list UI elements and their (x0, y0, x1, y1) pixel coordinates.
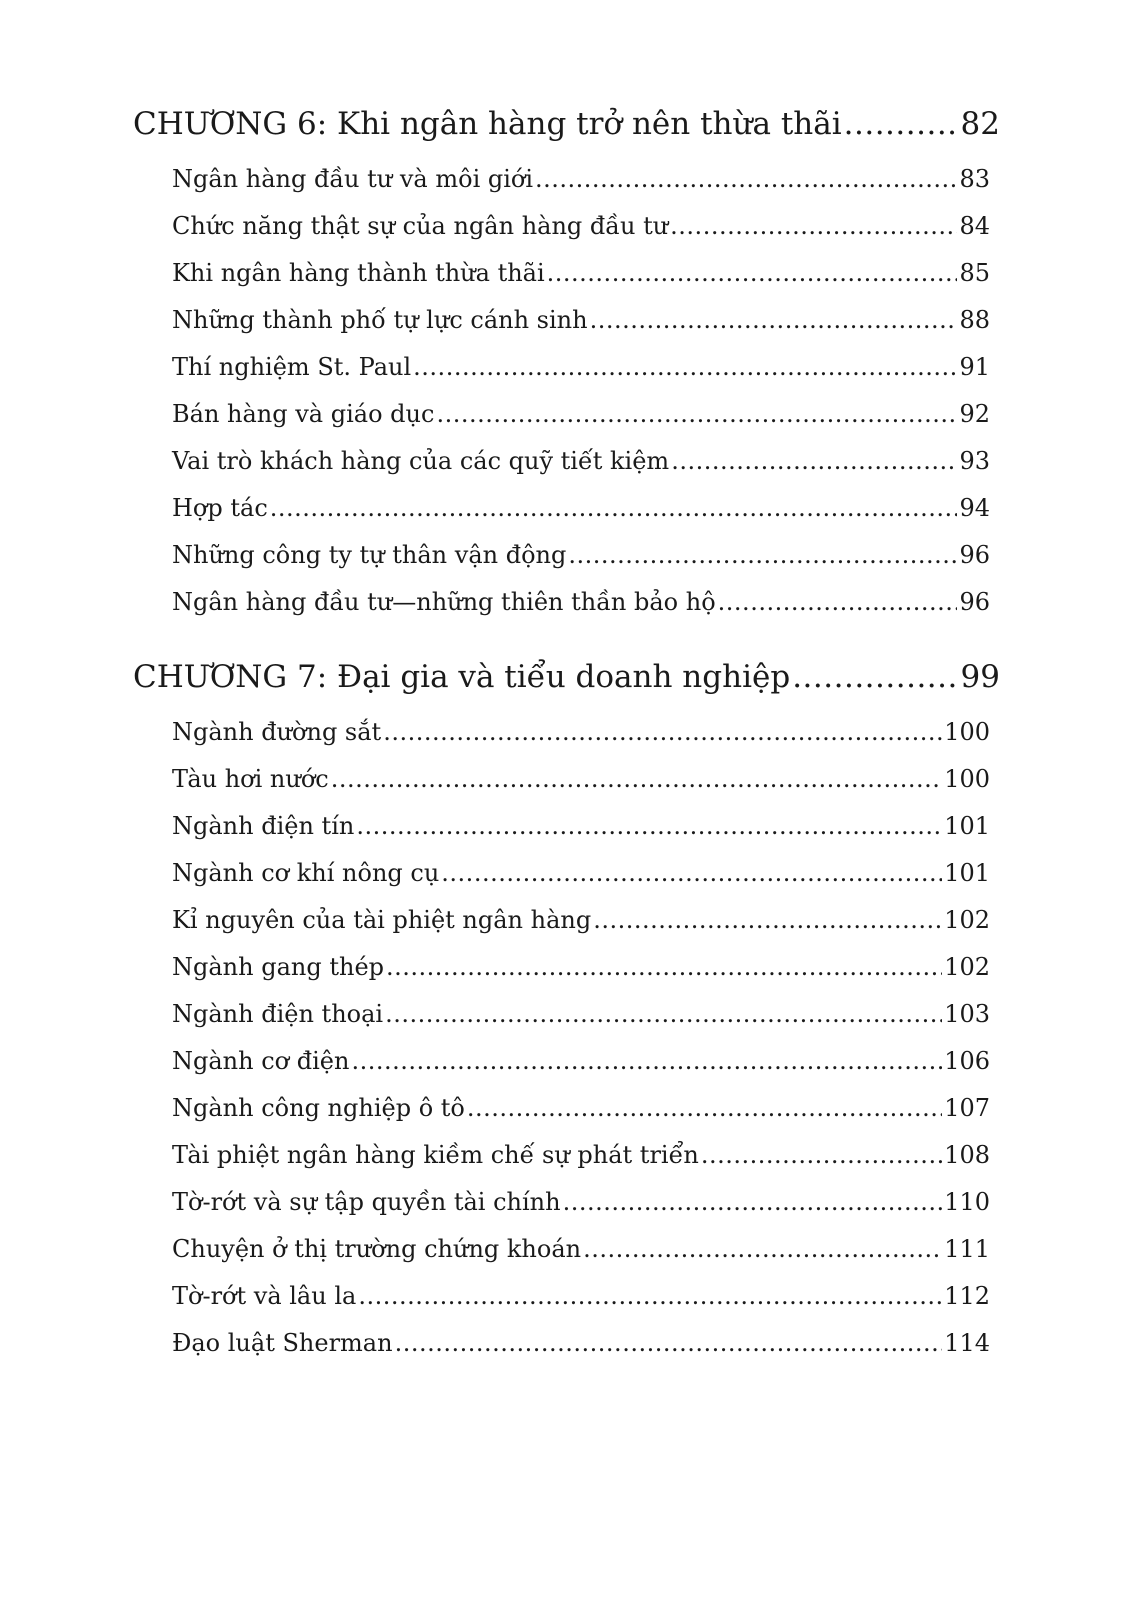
toc-entry (172, 1091, 990, 1125)
entry-page-number: 102 (944, 906, 990, 934)
toc-entry (172, 903, 990, 937)
entry-page-number: 84 (959, 212, 990, 240)
dot-leader (395, 1326, 943, 1360)
entry-page-number: 114 (944, 1329, 990, 1357)
dot-leader (718, 585, 958, 619)
toc-entry (172, 856, 990, 890)
entry-page-number: 100 (944, 718, 990, 746)
entry-page-number: 110 (944, 1188, 990, 1216)
toc-entry (172, 256, 990, 290)
dot-leader (547, 256, 958, 290)
entry-title: Kỉ nguyên của tài phiệt ngân hàng (172, 906, 592, 934)
entry-page-number: 107 (944, 1094, 990, 1122)
dot-leader (563, 1185, 943, 1219)
dot-leader (383, 715, 942, 749)
dot-leader (358, 1279, 942, 1313)
dot-leader (331, 762, 942, 796)
entry-page-number: 92 (959, 400, 990, 428)
entry-page-number: 106 (944, 1047, 990, 1075)
entry-title: Ngành điện thoại (172, 1000, 384, 1028)
dot-leader (844, 104, 959, 144)
chapter-title: CHƯƠNG 7: Đại gia và tiểu doanh nghiệp (133, 659, 791, 695)
entry-page-number: 93 (959, 447, 990, 475)
entry-title: Chuyện ở thị trường chứng khoán (172, 1235, 582, 1263)
dot-leader (467, 1091, 942, 1125)
toc-entry (172, 350, 990, 384)
toc-entry (172, 1185, 990, 1219)
toc-entry (172, 997, 990, 1031)
toc-chapter-6 (133, 104, 1000, 144)
entry-title: Vai trò khách hàng của các quỹ tiết kiệm (172, 447, 670, 475)
entry-page-number: 112 (944, 1282, 990, 1310)
entry-title: Tàu hơi nước (172, 765, 329, 793)
entry-title: Tài phiệt ngân hàng kiềm chế sự phát triển (172, 1141, 699, 1169)
entry-title: Những công ty tự thân vận động (172, 541, 567, 569)
toc-entry (172, 303, 990, 337)
toc-entry (172, 397, 990, 431)
entry-page-number: 108 (944, 1141, 990, 1169)
toc-chapter-7 (133, 657, 1000, 697)
entry-page-number: 111 (944, 1235, 990, 1263)
dot-leader (413, 350, 957, 384)
entry-page-number: 85 (959, 259, 990, 287)
entry-title: Ngân hàng đầu tư—những thiên thần bảo hộ (172, 588, 716, 616)
dot-leader (535, 162, 957, 196)
chapter-page-number: 82 (960, 106, 1000, 142)
chapter-title: CHƯƠNG 6: Khi ngân hàng trở nên thừa thãi (133, 106, 842, 142)
toc-entry (172, 715, 990, 749)
toc-entry (172, 950, 990, 984)
entry-page-number: 83 (959, 165, 990, 193)
entry-title: Khi ngân hàng thành thừa thãi (172, 259, 545, 287)
entry-title: Ngân hàng đầu tư và môi giới (172, 165, 534, 193)
toc-entry (172, 1138, 990, 1172)
entry-page-number: 100 (944, 765, 990, 793)
entry-title: Ngành cơ khí nông cụ (172, 859, 440, 887)
chapter-page-number: 99 (960, 659, 1000, 695)
entry-page-number: 91 (959, 353, 990, 381)
toc-entry (172, 1326, 990, 1360)
toc-entry (172, 491, 990, 525)
entry-page-number: 103 (944, 1000, 990, 1028)
entry-title: Đạo luật Sherman (172, 1329, 393, 1357)
dot-leader (385, 997, 942, 1031)
entry-title: Thí nghiệm St. Paul (172, 353, 412, 381)
entry-page-number: 101 (944, 812, 990, 840)
dot-leader (701, 1138, 942, 1172)
toc-entry (172, 1232, 990, 1266)
dot-leader (356, 809, 942, 843)
entry-page-number: 94 (959, 494, 990, 522)
toc-entry (172, 1044, 990, 1078)
dot-leader (270, 491, 958, 525)
dot-leader (351, 1044, 942, 1078)
entry-page-number: 96 (959, 541, 990, 569)
entry-title: Tờ-rớt và sự tập quyền tài chính (172, 1188, 561, 1216)
entry-page-number: 96 (959, 588, 990, 616)
entry-title: Ngành đường sắt (172, 718, 382, 746)
dot-leader (670, 209, 957, 243)
toc-entry (172, 209, 990, 243)
entry-title: Ngành điện tín (172, 812, 355, 840)
entry-title: Những thành phố tự lực cánh sinh (172, 306, 588, 334)
entry-title: Ngành gang thép (172, 953, 385, 981)
toc-entry (172, 538, 990, 572)
dot-leader (568, 538, 957, 572)
entry-page-number: 102 (944, 953, 990, 981)
dot-leader (441, 856, 942, 890)
dot-leader (436, 397, 957, 431)
entry-title: Ngành cơ điện (172, 1047, 350, 1075)
dot-leader (671, 444, 957, 478)
toc-entry (172, 809, 990, 843)
toc-entry (172, 762, 990, 796)
entry-title: Bán hàng và giáo dục (172, 400, 435, 428)
dot-leader (593, 903, 942, 937)
toc-entry (172, 1279, 990, 1313)
dot-leader (792, 657, 958, 697)
entry-title: Tờ-rớt và lâu la (172, 1282, 357, 1310)
toc-entry (172, 444, 990, 478)
entry-page-number: 88 (959, 306, 990, 334)
toc-entry (172, 585, 990, 619)
entry-title: Chức năng thật sự của ngân hàng đầu tư (172, 212, 669, 240)
entry-title: Hợp tác (172, 494, 268, 522)
dot-leader (386, 950, 942, 984)
dot-leader (583, 1232, 942, 1266)
dot-leader (590, 303, 958, 337)
entry-page-number: 101 (944, 859, 990, 887)
entry-title: Ngành công nghiệp ô tô (172, 1094, 465, 1122)
toc-entry (172, 162, 990, 196)
